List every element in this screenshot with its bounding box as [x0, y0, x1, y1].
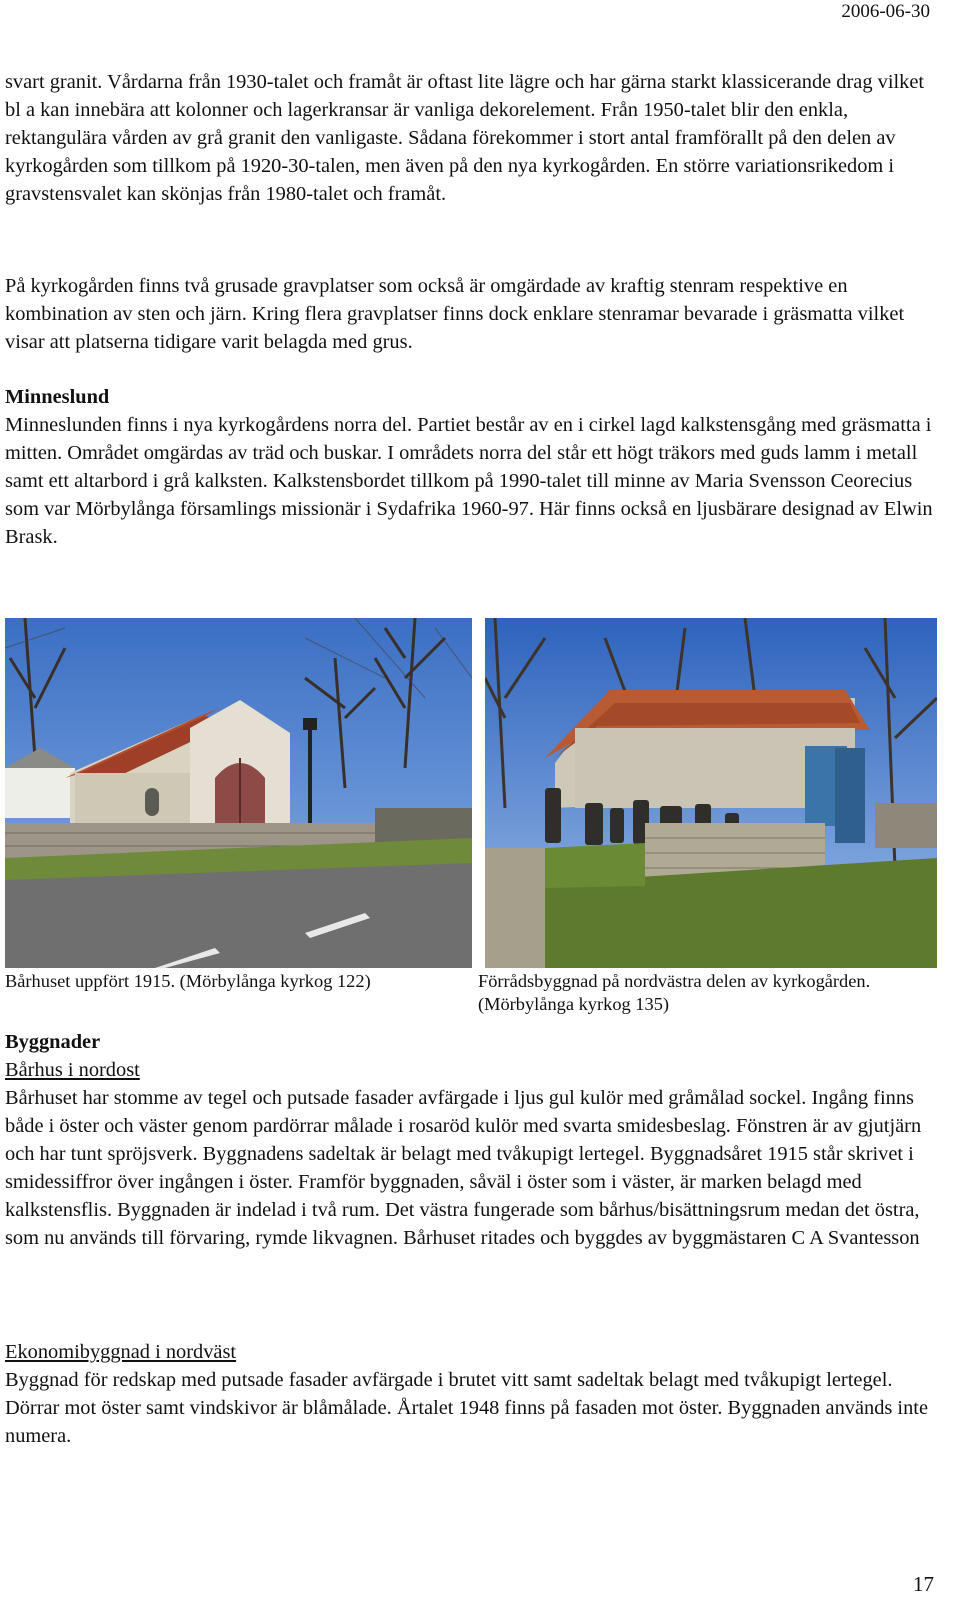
paragraph-ekonomibyggnad: Byggnad för redskap med putsade fasader avfärgade i brutet vitt samt sadeltak belagt med tvåkupigt lertegel. Dörrar mot öster samt vindskivor är blåmålade. Årtalet 1948 finns på fasaden mot öster. Byggnaden används inte numera.	[5, 1369, 929, 1448]
page-number: 17	[913, 1572, 934, 1596]
paragraph-minneslund: Minneslunden finns i nya kyrkogårdens norra del. Partiet består av en i cirkel lagd kalkstensgång med gräsmatta i mitten. Området omgärdas av träd och buskar. I områdets norra del står ett högt träkors med guds lamm i metall samt ett altarbord i grå kalksten. Kalkstensbordet tillkom på 1990-talet till minne av Maria Svensson Ceorecius som var Mörbylånga församlings missionär i Sydafrika 1960-97. Här finns också en ljusbärare designad av Elwin Brask.	[5, 414, 933, 549]
heading-byggnader: Byggnader	[5, 1031, 101, 1053]
paragraph-barhus: Bårhuset har stomme av tegel och putsade fasader avfärgade i ljus gul kulör med gråmålad sockel. Ingång finns både i öster och väster genom pardörrar målade i rosaröd kulör med svarta smidesbeslag. Fönstren är av gjutjärn och har tunt spröjsverk. Byggnadens sadeltak är belagt med tvåkupigt lertegel. Byggnadsåret 1915 står skrivet i smidessiffror över ingången i öster. Framför byggnaden, såväl i öster som i väster, är marken belagd med kalkstensflis. Byggnaden är indelad i två rum. Det västra fungerade som bårhus/bisättningsrum medan det östra, som nu används till förvaring, rymde likvagnen. Bårhuset ritades och byggdes av byggmästaren C A Svantesson	[5, 1087, 922, 1250]
paragraph-gravplatser: På kyrkogården finns två grusade gravplatser som också är omgärdade av kraftig stenram respektive en kombination av sten och järn. Kring flera gravplatser finns dock enklare stenramar bevarade i gräsmatta vilket visar att platserna tidigare varit belagda med grus.	[5, 275, 905, 354]
caption-barhuset: Bårhuset uppfört 1915. (Mörbylånga kyrkog 122)	[5, 971, 371, 991]
photo-barhuset	[5, 618, 472, 968]
document-date: 2006-06-30	[841, 1, 930, 22]
caption-forradsbyggnad-line1: Förrådsbyggnad på nordvästra delen av kyrkogården.	[478, 971, 871, 991]
caption-forradsbyggnad-line2: (Mörbylånga kyrkog 135)	[478, 994, 670, 1014]
photo-forradsbyggnad	[485, 618, 937, 968]
caption-forradsbyggnad	[478, 970, 870, 1016]
subheading-ekonomibyggnad: Ekonomibyggnad i nordväst	[5, 1341, 237, 1363]
paragraph-gravstenar: svart granit. Vårdarna från 1930-talet och framåt är oftast lite lägre och har gärna starkt klassicerande drag vilket bl a kan innebära att kolonner och lagerkransar är vanliga dekorelement. Från 1950-talet blir den enkla, rektangulära vården av grå granit den vanligaste. Sådana förekommer i stort antal framförallt på den delen av kyrkogården som tillkom på 1920-30-talen, men även på den nya kyrkogården. En större variationsrikedom i gravstensvalet kan skönjas från 1980-talet och framåt.	[5, 71, 925, 206]
subheading-barhus: Bårhus i nordost	[5, 1059, 140, 1081]
heading-minneslund: Minneslund	[5, 386, 110, 408]
